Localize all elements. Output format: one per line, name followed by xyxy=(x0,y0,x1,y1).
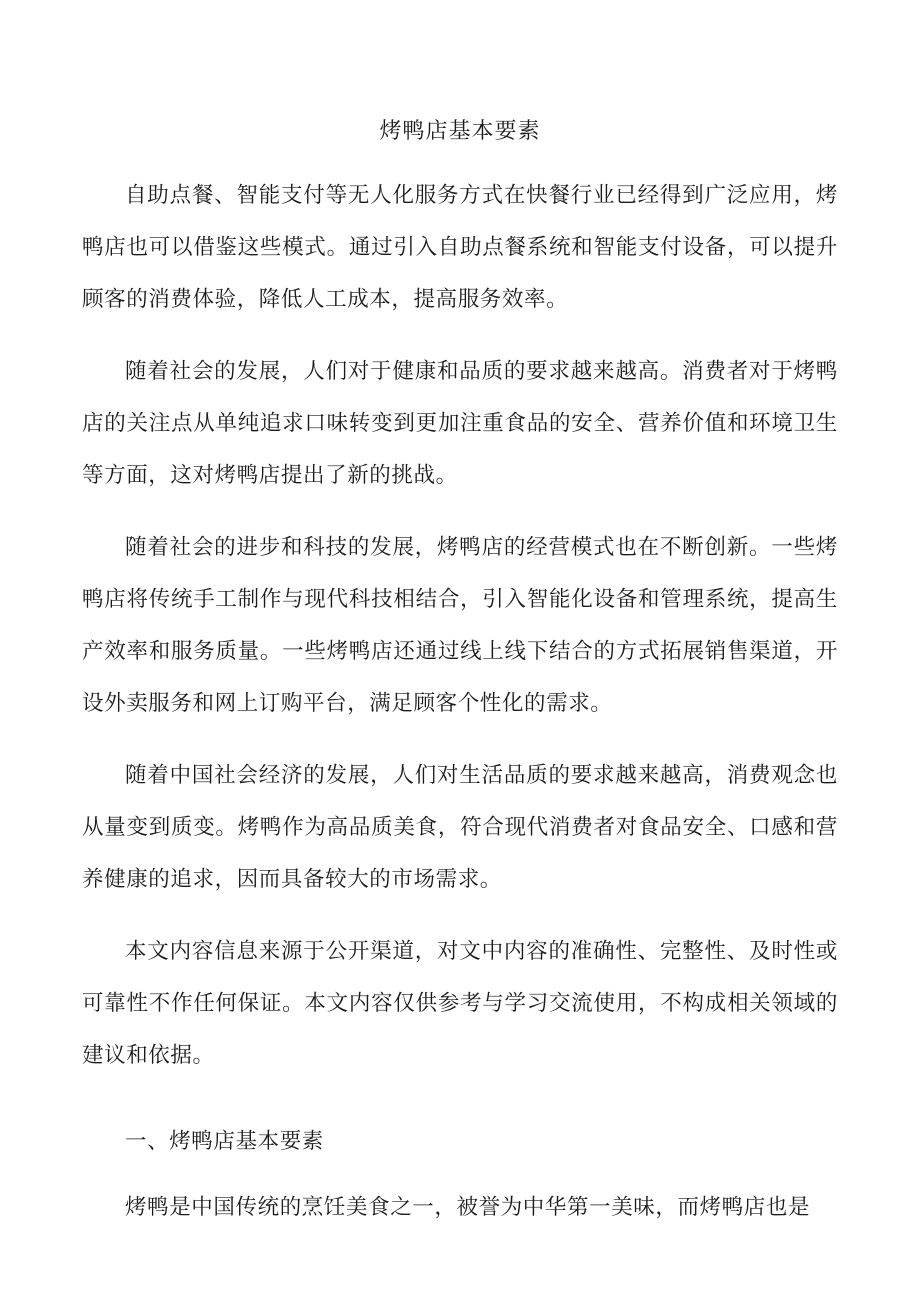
paragraph-market-demand: 随着中国社会经济的发展，人们对生活品质的要求越来越高，消费观念也从量变到质变。烤鸭作为高品质美食，符合现代消费者对食品安全、口感和营养健康的追求，因而具备较大的市场需求。 xyxy=(82,763,838,892)
paragraph-self-service: 自助点餐、智能支付等无人化服务方式在快餐行业已经得到广泛应用，烤鸭店也可以借鉴这些模式。通过引入自助点餐系统和智能支付设备，可以提升顾客的消费体验，降低人工成本，提高服务效率。 xyxy=(82,183,838,312)
paragraph-health-quality: 随着社会的发展，人们对于健康和品质的要求越来越高。消费者对于烤鸭店的关注点从单纯追求口味转变到更加注重食品的安全、营养价值和环境卫生等方面，这对烤鸭店提出了新的挑战。 xyxy=(82,359,838,488)
paragraph-disclaimer: 本文内容信息来源于公开渠道，对文中内容的准确性、完整性、及时性或可靠性不作任何保证。本文内容仅供参考与学习交流使用，不构成相关领域的建议和依据。 xyxy=(82,939,838,1068)
document-title: 烤鸭店基本要素 xyxy=(379,119,541,144)
document-body xyxy=(82,170,838,1234)
paragraph-business-innovation: 随着社会的进步和科技的发展，烤鸭店的经营模式也在不断创新。一些烤鸭店将传统手工制作与现代科技相结合，引入智能化设备和管理系统，提高生产效率和服务质量。一些烤鸭店还通过线上线下结合的方式拓展销售渠道，开设外卖服务和网上订购平台，满足顾客个性化的需求。 xyxy=(82,535,838,716)
section-paragraph: 烤鸭是中国传统的烹饪美食之一，被誉为中华第一美味，而烤鸭店也是 xyxy=(125,1195,811,1220)
section-heading: 一、烤鸭店基本要素 xyxy=(125,1129,324,1154)
